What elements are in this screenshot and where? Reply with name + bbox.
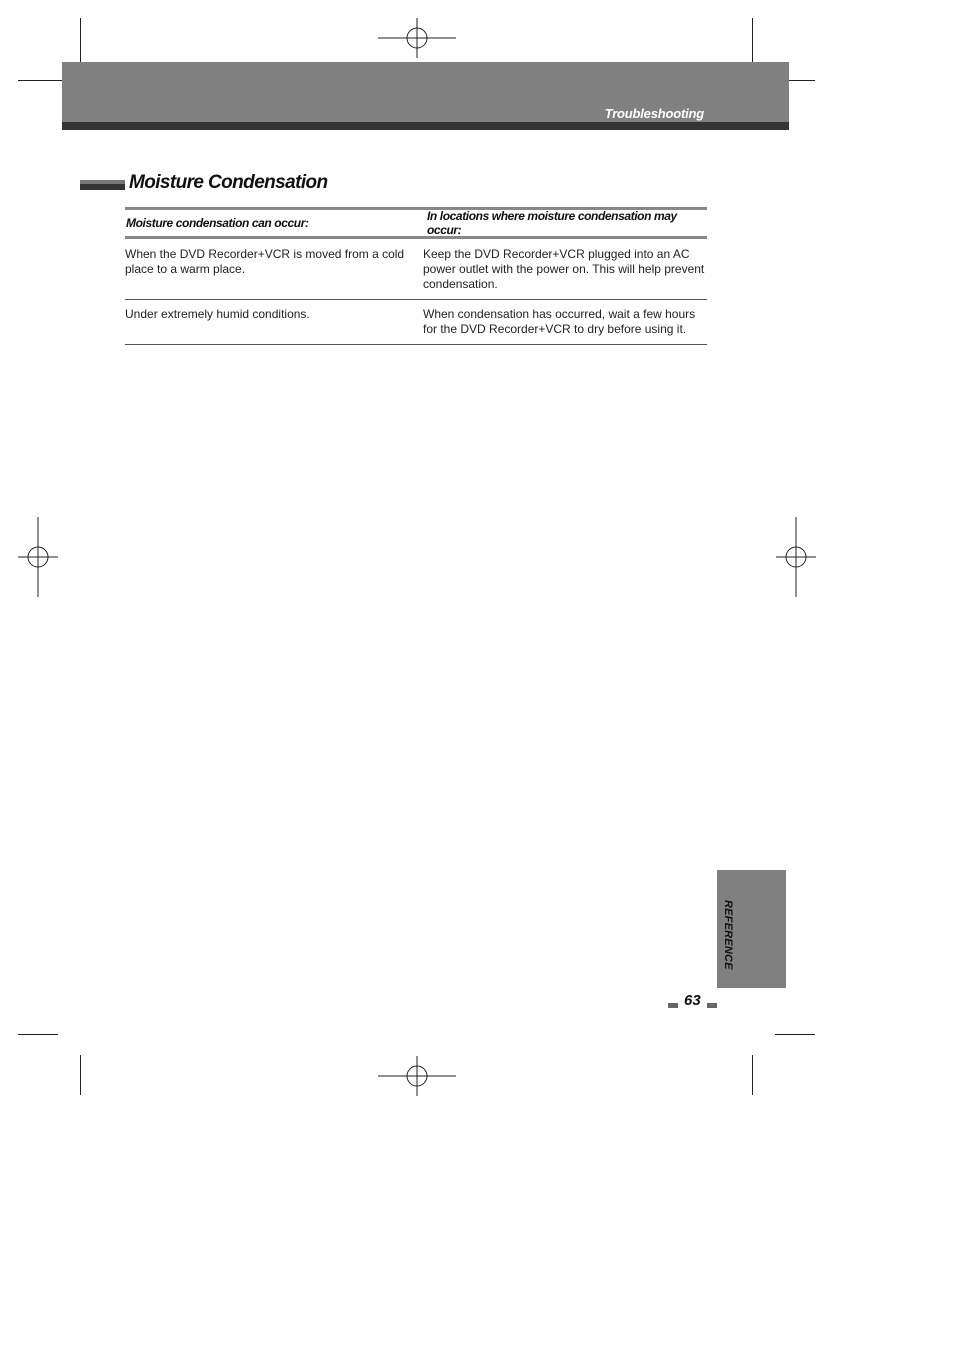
table-row [125, 300, 707, 345]
table-row [125, 239, 707, 300]
table-cell: When the DVD Recorder+VCR is moved from a cold place to a warm place. [125, 247, 405, 276]
section-marker [80, 180, 125, 190]
page-number-marker [707, 1003, 717, 1008]
crop-mark [80, 18, 81, 62]
crop-mark [80, 1055, 81, 1095]
registration-mark-icon [776, 517, 816, 597]
table-cell: Keep the DVD Recorder+VCR plugged into an AC power outlet with the power on. This will help prevent condensation. [423, 247, 705, 291]
condensation-table [125, 207, 707, 345]
crop-mark [752, 1055, 753, 1095]
crop-mark [752, 18, 753, 62]
crop-mark [18, 80, 62, 81]
table-header-cell: Moisture condensation can occur: [126, 216, 309, 230]
crop-mark [775, 1034, 815, 1035]
table-cell: Under extremely humid conditions. [125, 307, 310, 321]
registration-mark-icon [18, 517, 58, 597]
table-header-cell: In locations where moisture condensation may occur: [427, 209, 677, 237]
registration-mark-icon [378, 1056, 456, 1096]
page-number-marker [668, 1003, 678, 1008]
page-title: Moisture Condensation [129, 172, 328, 193]
table-header-row [125, 210, 707, 236]
page-number: 63 [684, 992, 701, 1009]
table-cell: When condensation has occurred, wait a few hours for the DVD Recorder+VCR to dry before using it. [423, 307, 696, 336]
crop-mark [18, 1034, 58, 1035]
side-tab-label: REFERENCE [722, 900, 734, 970]
header-strip [62, 122, 789, 130]
header-section-title: Troubleshooting [604, 106, 704, 121]
registration-mark-icon [378, 18, 456, 58]
